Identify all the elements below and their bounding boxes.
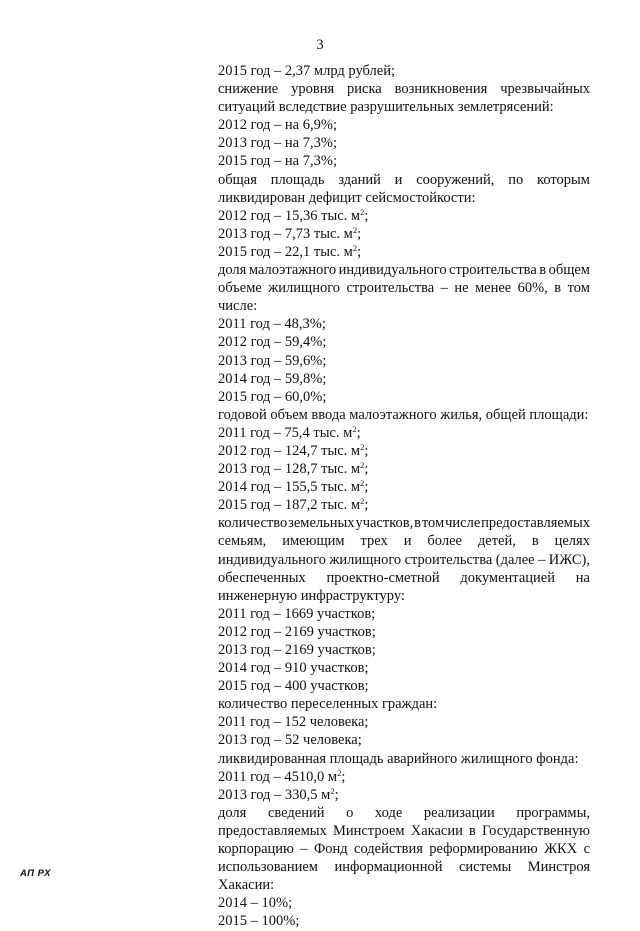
word: целях — [554, 533, 590, 550]
line-text: 2013 год – 52 человека; — [218, 732, 362, 749]
word: числе — [445, 515, 481, 532]
word: которым — [537, 171, 590, 188]
line-text: 2011 год – 152 человека; — [218, 714, 369, 731]
line-text: 2014 – 10%; — [218, 895, 293, 912]
word: и — [403, 533, 412, 550]
line-text: 2013 год – 330,5 м — [218, 786, 331, 803]
text-line — [218, 695, 590, 713]
superscript: 2 — [360, 478, 365, 489]
word: реформированию — [429, 841, 538, 858]
word: не — [454, 280, 469, 297]
word: в — [539, 262, 547, 279]
text-line — [218, 352, 590, 370]
line-text — [218, 569, 590, 587]
word: строительства — [449, 262, 537, 279]
text-line — [218, 659, 590, 677]
word: Хакасии — [410, 822, 463, 839]
line-text: 2013 год – 128,7 тыс. м — [218, 461, 361, 478]
word: уровня — [291, 81, 335, 98]
word: 60%, — [517, 280, 548, 297]
word: предоставляемых — [481, 515, 590, 532]
text-line — [218, 876, 590, 894]
line-text: 2015 год – 2,37 млрд рублей; — [218, 63, 395, 79]
line-text — [218, 532, 590, 550]
line-text — [218, 514, 590, 532]
text-line — [218, 370, 590, 388]
word: обеспеченных — [218, 569, 306, 586]
word: и — [394, 171, 403, 188]
line-suffix: ; — [334, 786, 339, 803]
word: общая — [218, 171, 257, 188]
line-text: 2013 год – на 7,3%; — [218, 135, 337, 152]
word: с — [583, 841, 590, 858]
text-line — [218, 786, 590, 804]
text-line — [218, 442, 590, 460]
superscript: 2 — [352, 423, 357, 434]
word: количество — [218, 515, 288, 532]
word: ходе — [374, 804, 403, 821]
text-line — [218, 424, 590, 442]
line-text — [218, 551, 590, 569]
line-suffix: ; — [364, 442, 369, 459]
word: сооружений, — [416, 171, 495, 188]
text-line — [218, 822, 590, 840]
word: ЖКХ — [544, 841, 578, 858]
text-line — [218, 225, 590, 243]
text-line — [218, 623, 590, 641]
word: проектно-сметной — [326, 569, 440, 586]
line-text: 2015 год – 187,2 тыс. м — [218, 497, 361, 514]
word: том — [421, 515, 445, 532]
word: Минстроем — [332, 822, 405, 839]
text-line — [218, 460, 590, 478]
word: чрезвычайных — [500, 81, 590, 98]
footer-stamp: АП РХ — [20, 868, 51, 879]
word: использованием — [218, 859, 318, 876]
word: – — [440, 280, 448, 297]
text-line — [218, 116, 590, 134]
word: содействия — [354, 841, 423, 858]
word: строительства — [404, 551, 493, 568]
text-line — [218, 189, 590, 207]
text-line — [218, 279, 590, 297]
line-text: 2015 – 100%; — [218, 913, 300, 930]
text-line — [218, 569, 590, 587]
line-text — [218, 80, 590, 98]
line-text: ситуаций вследствие разрушительных землетрясений: — [218, 99, 554, 116]
word: в — [531, 533, 539, 550]
line-suffix: ; — [364, 479, 369, 496]
line-suffix: ; — [357, 225, 362, 242]
line-text — [218, 840, 590, 858]
word: более — [427, 533, 462, 550]
word: – — [300, 841, 308, 858]
line-text: Хакасии: — [218, 877, 275, 894]
word: площадь — [270, 171, 325, 188]
line-text — [218, 261, 590, 279]
line-text: 2013 год – 2169 участков; — [218, 642, 376, 658]
word: имеющим — [282, 533, 345, 550]
line-suffix: ; — [341, 768, 346, 785]
text-line — [218, 551, 590, 569]
line-text: годовой объем ввода малоэтажного жилья, общей площади: — [218, 406, 589, 423]
line-text — [218, 822, 590, 840]
text-line — [218, 587, 590, 605]
line-text — [218, 171, 590, 189]
text-line — [218, 134, 590, 152]
line-text: 2011 год – 75,4 тыс. м — [218, 424, 353, 441]
word: сведений — [267, 804, 325, 821]
text-line — [218, 261, 590, 279]
text-line — [218, 713, 590, 731]
word: Минстроя — [527, 859, 590, 876]
line-text: 2015 год – на 7,3%; — [218, 153, 337, 170]
text-line — [218, 912, 590, 930]
line-text: 2011 год – 1669 участков; — [218, 605, 376, 622]
superscript: 2 — [360, 460, 365, 471]
word: строительства — [346, 280, 435, 297]
word: возникновения — [394, 81, 488, 98]
line-text: 2013 год – 7,73 тыс. м — [218, 225, 353, 242]
text-line — [218, 406, 590, 424]
line-suffix: ; — [356, 424, 361, 441]
word: (далее — [495, 551, 535, 568]
word: участков, — [355, 515, 414, 532]
word: трех — [360, 533, 388, 550]
word: в — [469, 822, 476, 839]
line-text: 2011 год – 48,3%; — [218, 316, 326, 333]
word: документацией — [460, 569, 555, 586]
text-line — [218, 750, 590, 768]
word: Фонд — [313, 841, 348, 858]
line-text: инженерную инфраструктуру: — [218, 587, 405, 604]
text-line — [218, 532, 590, 550]
word: жилищного — [329, 551, 402, 568]
superscript: 2 — [337, 767, 342, 778]
word: детей, — [477, 533, 516, 550]
line-text: 2014 год – 155,5 тыс. м — [218, 479, 361, 496]
text-line — [218, 297, 590, 315]
superscript: 2 — [360, 496, 365, 507]
line-text: 2012 год – на 6,9%; — [218, 117, 337, 134]
text-line — [218, 731, 590, 749]
word: индивидуального — [338, 262, 447, 279]
word: зданий — [338, 171, 381, 188]
superscript: 2 — [360, 441, 365, 452]
line-text — [218, 858, 590, 876]
word: корпорацию — [218, 841, 294, 858]
line-text: числе: — [218, 298, 258, 315]
line-text: 2014 год – 59,8%; — [218, 370, 327, 387]
line-suffix: ; — [364, 461, 369, 478]
word: программы, — [516, 804, 590, 821]
line-text: 2012 год – 124,7 тыс. м — [218, 442, 361, 459]
text-line — [218, 243, 590, 261]
line-text — [218, 279, 590, 297]
line-suffix: ; — [357, 243, 362, 260]
line-text: 2011 год – 4510,0 м — [218, 768, 338, 785]
line-text: ликвидирован дефицит сейсмостойкости: — [218, 189, 476, 206]
word: – — [538, 551, 546, 568]
word: земельных — [288, 515, 355, 532]
word: индивидуального — [218, 551, 326, 568]
document-body — [218, 62, 590, 931]
word: том — [567, 280, 590, 297]
text-line — [218, 171, 590, 189]
text-line — [218, 152, 590, 170]
text-line — [218, 858, 590, 876]
page-number: 3 — [316, 37, 324, 53]
word: общем — [548, 262, 590, 279]
line-text: ликвидированная площадь аварийного жилищного фонда: — [218, 750, 579, 767]
line-text — [218, 804, 590, 822]
text-line — [218, 804, 590, 822]
word: по — [508, 171, 524, 188]
line-text: 2013 год – 59,6%; — [218, 352, 327, 369]
superscript: 2 — [352, 224, 358, 235]
text-line — [218, 677, 590, 695]
text-line — [218, 388, 590, 406]
word: снижение — [218, 81, 279, 98]
text-line — [218, 768, 590, 786]
line-text: 2014 год – 910 участков; — [218, 660, 369, 677]
text-line — [218, 98, 590, 116]
text-line — [218, 514, 590, 532]
text-line — [218, 840, 590, 858]
text-line — [218, 333, 590, 351]
text-line — [218, 641, 590, 659]
text-line — [218, 478, 590, 496]
line-text: 2015 год – 22,1 тыс. м — [218, 243, 353, 260]
text-line — [218, 605, 590, 623]
word: о — [346, 804, 354, 821]
word: в — [414, 515, 421, 532]
line-text: 2012 год – 59,4%; — [218, 334, 327, 351]
word: объеме — [218, 280, 262, 297]
text-line — [218, 894, 590, 912]
word: системы — [458, 859, 512, 876]
word: доля — [218, 262, 247, 279]
word: ИЖС), — [548, 551, 590, 568]
line-text: количество переселенных граждан: — [218, 696, 438, 713]
line-text: 2015 год – 60,0%; — [218, 388, 327, 405]
word: Государственную — [482, 822, 590, 839]
word: в — [554, 280, 562, 297]
line-suffix: ; — [364, 497, 369, 514]
word: малоэтажного — [248, 262, 337, 279]
word: жилищного — [268, 280, 341, 297]
line-text: 2012 год – 15,36 тыс. м — [218, 207, 361, 224]
word: предоставляемых — [218, 822, 327, 839]
text-line — [218, 62, 590, 80]
text-line — [218, 207, 590, 225]
line-text: 2012 год – 2169 участков; — [218, 623, 376, 640]
superscript: 2 — [352, 242, 358, 253]
line-suffix: ; — [364, 207, 369, 224]
word: риска — [347, 81, 382, 98]
text-line — [218, 496, 590, 514]
word: менее — [474, 280, 512, 297]
word: реализации — [423, 804, 495, 821]
line-text: 2015 год – 400 участков; — [218, 678, 369, 695]
superscript: 2 — [360, 206, 365, 217]
word: информационной — [334, 859, 443, 876]
superscript: 2 — [330, 785, 335, 796]
text-line — [218, 80, 590, 98]
word: семьям, — [218, 533, 267, 550]
text-line — [218, 315, 590, 333]
word: на — [575, 569, 590, 586]
word: доля — [218, 804, 247, 821]
